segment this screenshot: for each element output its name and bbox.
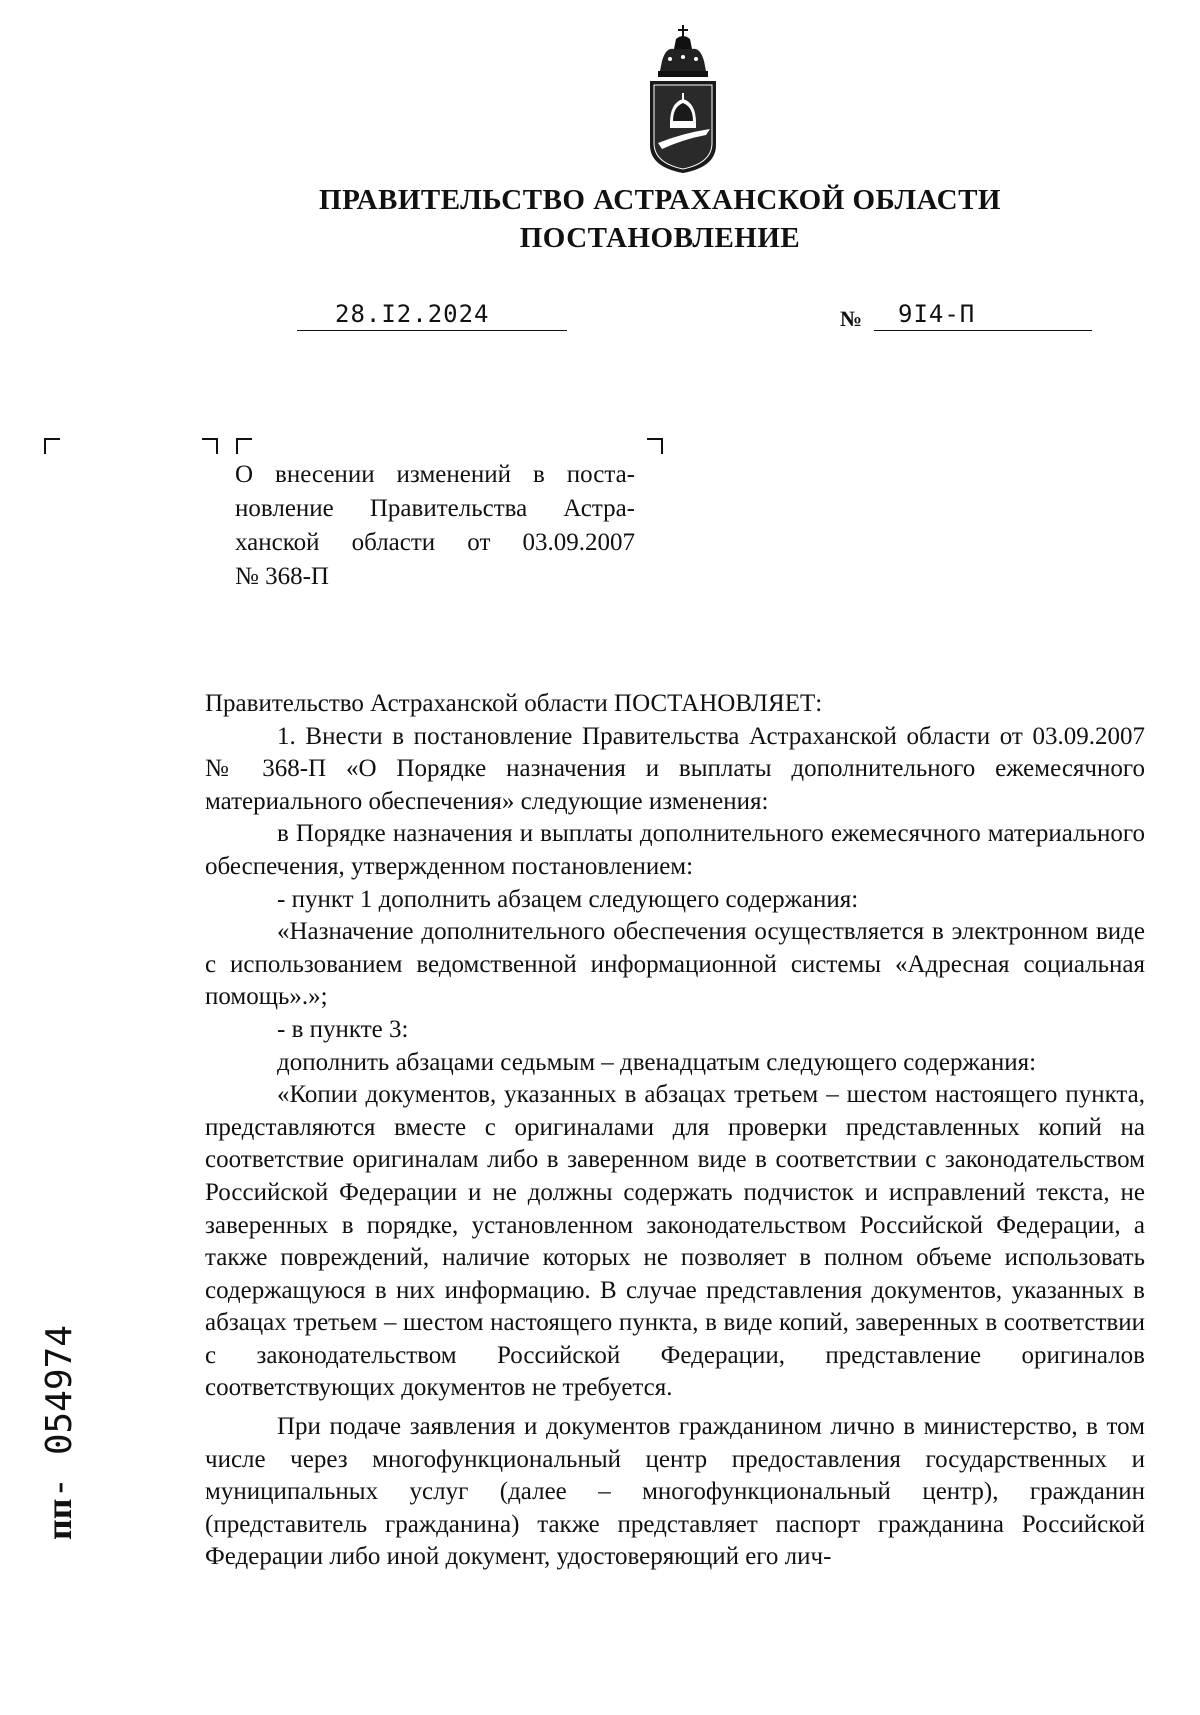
subject-line: ханской области от 03.09.2007	[235, 529, 635, 556]
side-serial-code	[38, 1325, 80, 1540]
body-paragraph: - пункт 1 дополнить абзацем следующего содержания:	[277, 885, 859, 913]
coat-of-arms-emblem	[640, 25, 726, 175]
subject-line: № 368-П	[235, 563, 329, 590]
document-number: 9I4-П	[898, 300, 976, 328]
side-code-prefix: пп	[39, 1498, 79, 1540]
corner-mark-subject-open	[236, 438, 252, 454]
document-date-field	[297, 300, 567, 331]
body-paragraph: «Копии документов, указанных в абзацах третьем – шестом настоящего пункта, представляются вместе с оригиналами для проверки представленных копий на соответствие оригиналам либо в заверенном виде в соответствии с законодательством Российской Федерации и не должны содержать подчисток и исправлений текста, не заверенных в порядке, установленном законодательством Российской Федерации, а также повреждений, наличие которых не позволяет в полном объеме использовать содержащуюся в них информацию. В случае представления документов, указанных в абзацах третьем – шестом настоящего пункта, в виде копий, заверенных в соответствии с законодательством Российской Федерации, представление оригиналов соответствующих документов не требуется.	[205, 1081, 1145, 1402]
document-type-title: ПОСТАНОВЛЕНИЕ	[519, 222, 801, 254]
side-code-number: - 054974	[39, 1325, 80, 1499]
document-body	[205, 688, 1145, 1574]
corner-mark-left-top	[44, 438, 60, 454]
document-number-field	[874, 300, 1092, 331]
corner-mark-subject-close	[647, 438, 663, 454]
body-paragraph: - в пункте 3:	[277, 1015, 409, 1043]
organization-title: ПРАВИТЕЛЬСТВО АСТРАХАНСКОЙ ОБЛАСТИ	[319, 184, 1001, 216]
body-paragraph: 1. Внести в постановление Правительства Астраханской области от 03.09.2007 № 368-П «О Порядке назначения и выплаты дополнительного ежемесячного материального обеспечения» следующие изменения:	[205, 722, 1145, 815]
document-date: 28.I2.2024	[335, 300, 490, 328]
body-paragraph: «Назначение дополнительного обеспечения осуществляется в электронном виде с использованием ведомственной информационной системы «Адресная социальная помощь».»;	[205, 918, 1145, 1011]
body-paragraph-preamble: Правительство Астраханской области ПОСТАНОВЛЯЕТ:	[205, 690, 823, 717]
document-subject	[235, 458, 635, 594]
subject-line: О внесении изменений в поста-	[235, 461, 635, 488]
number-sign: №	[840, 306, 863, 331]
subject-line: новление Правительства Астра-	[235, 495, 635, 522]
body-paragraph: дополнить абзацами седьмым – двенадцатым следующего содержания:	[277, 1048, 1037, 1076]
corner-mark-left-bracket-close	[202, 438, 218, 454]
body-paragraph: При подаче заявления и документов гражданином лично в министерство, в том числе через многофункциональный центр предоставления государственных и муниципальных услуг (далее – многофункциональный центр), гражданин (представитель гражданина) также представляет паспорт гражданина Российской Федерации либо иной документ, удостоверяющий его лич-	[205, 1413, 1145, 1571]
body-paragraph: в Порядке назначения и выплаты дополнительного ежемесячного материального обеспечения, утвержденном постановлением:	[205, 820, 1145, 880]
